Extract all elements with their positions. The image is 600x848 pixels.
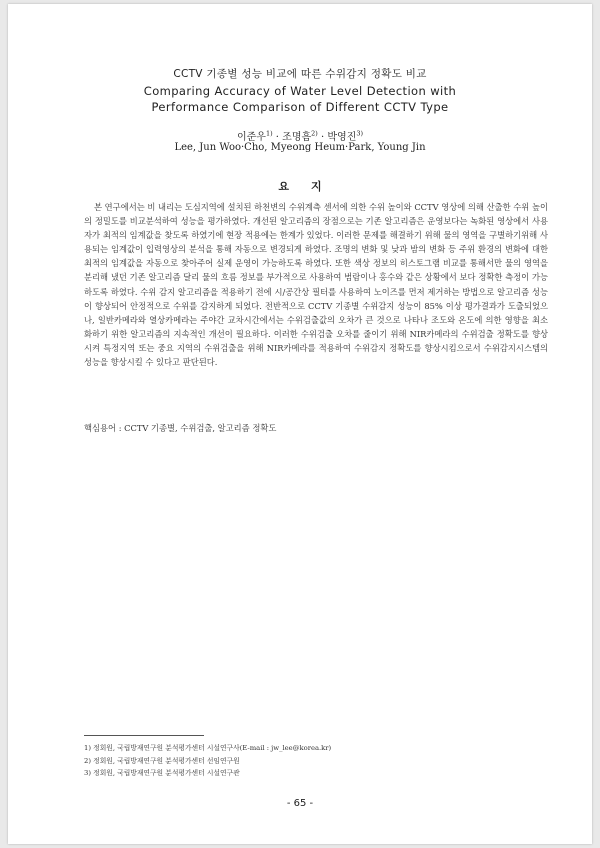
- title-korean: CCTV 기종별 성능 비교에 따른 수위감지 정확도 비교: [173, 68, 427, 80]
- abstract-body: 본 연구에서는 비 내리는 도심지역에 설치된 하천변의 수위계측 센서에 의한 수위 높이와 CCTV 영상에 의해 산출한 수위 높이의 정밀도를 비교분석하여 성능을 평가하였다. 개선된 알고리즘의 장점으로는 기존 알고리즘은 운영보다는 녹화된 영상에서 사용자가 최적의 임계값을 찾도록 하였기에 현장 적용에는 한계가 있었다. 이러한 문제를 해결하기 위해 물의 영역을 구별하기위해 사용되는 임계값이 입력영상의 분석을 통해 자동으로 변경되게 하였다. 조명의 변화 및 낮과 밤의 변화 등 주위 환경의 변화에 대한 최적의 임계값을 자동으로 찾아주어 실제 운영이 가능하도록 하였다. 또한 색상 정보의 히스토그램 비교를 통해서만 물의 영역을 분리해 냈던 기존 알고리즘 달리 물의 흐름 정보를 부가적으로 사용하여 범람이나 홍수와 같은 상황에서 보다 정확한 측정이 가능하도록 하였다. 수위 감지 알고리즘을 적용하기 전에 시/공간상 필터를 사용하여 노이즈를 먼저 제거하는 방법으로 알고리즘 성능이 향상되어 안정적으로 수위를 감지하게 되었다. 전반적으로 CCTV 기종별 수위감지 성능이 85% 이상 평가결과가 도출되었으나, 일반카메라와 열상카메라는 주야간 교차시간에서는 수위검출값의 오차가 큰 것으로 나타나 조도와 온도에 의한 영향을 최소화하기 위한 알고리즘의 지속적인 개선이 필요하다. 이러한 수위검출 오차를 줄이기 위해 NIR카메라의 수위검출 정확도를 향상시켜 특정지역 또는 중요 지역의 수위검출을 위해 NIR카메라를 적용하여 수위감지 정확도를 향상시킴으로서 수위감지시스템의 성능을 향상시킬 수 있다고 판단된다.: [84, 202, 548, 368]
- footnote-item: 2) 정회원, 국립방재연구원 분석평가센터 선임연구원: [84, 756, 240, 765]
- authors-korean: [8, 128, 592, 143]
- author-separator: ·: [275, 132, 279, 143]
- title-english-line-2: Performance Comparison of Different CCTV Type: [151, 100, 449, 114]
- author-footnote-mark: 3): [356, 129, 364, 138]
- abstract-heading: 요지: [278, 180, 344, 193]
- footnote-divider: [84, 735, 204, 736]
- paper-page: [8, 4, 592, 844]
- footnotes: [84, 742, 544, 780]
- author-name: 이준우: [236, 132, 266, 143]
- authors-english: Lee, Jun Woo·Cho, Myeong Heum·Park, Young Jin: [174, 142, 426, 153]
- title-english-line-1: Comparing Accuracy of Water Level Detection with: [143, 84, 457, 98]
- author-separator: ·: [321, 132, 325, 143]
- author-name: 박영진: [327, 132, 357, 143]
- keywords: 핵심용어 : CCTV 기종별, 수위검출, 알고리즘 정확도: [84, 423, 277, 433]
- author-footnote-mark: 2): [311, 129, 318, 138]
- author-footnote-mark: 1): [265, 129, 273, 138]
- page-number: - 65 -: [286, 798, 314, 809]
- footnote-item: 1) 정회원, 국립방재연구원 분석평가센터 시설연구사(E-mail : jw_lee@korea.kr): [84, 744, 332, 752]
- footnote-item: 3) 정회원, 국립방재연구원 분석평가센터 시설연구관: [84, 769, 240, 777]
- author-name: 조명흠: [282, 132, 312, 143]
